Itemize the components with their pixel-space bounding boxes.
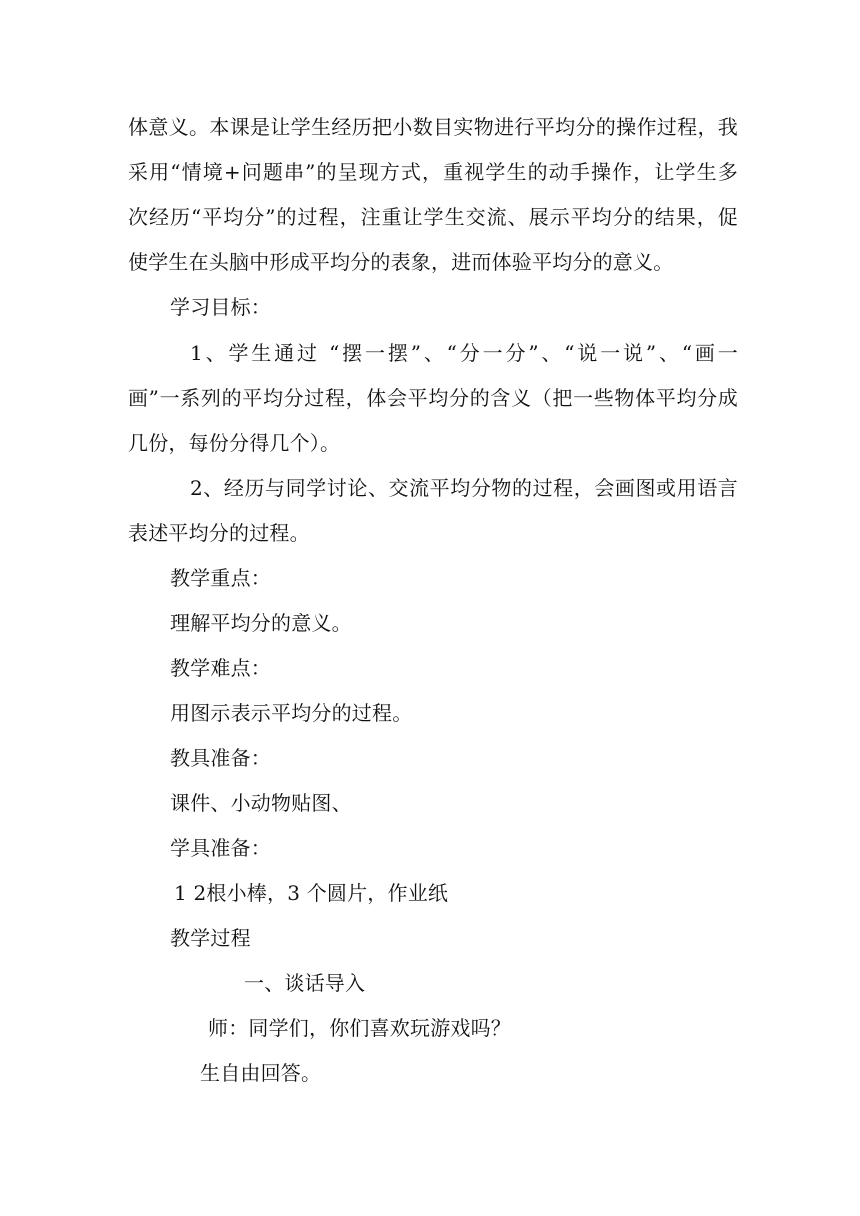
goal-item-2: 2、经历与同学讨论、交流平均分物的过程，会画图或用语言 [190,476,738,500]
teaching-aids-text: 课件、小动物贴图、 [170,791,352,815]
section-heading-learning-aids: 学具准备： [170,836,271,860]
paragraph-line: 体意义。本课是让学生经历把小数目实物进行平均分的操作过程，我 [128,115,738,139]
section-heading-learning-goals: 学习目标： [170,295,271,319]
key-point-text: 理解平均分的意义。 [170,611,352,635]
paragraph-line: 使学生在头脑中形成平均分的表象，进而体验平均分的意义。 [128,250,674,274]
subsection-heading-intro: 一、谈话导入 [244,971,366,995]
dialogue-students: 生自由回答。 [200,1061,322,1085]
paragraph-line: 画”一系列的平均分过程，体会平均分的含义（把一些物体平均分成 [128,386,738,410]
difficulty-text: 用图示表示平均分的过程。 [170,701,413,725]
paragraph-line: 次经历“平均分”的过程，注重让学生交流、展示平均分的结果，促 [128,205,738,229]
goal-item-1: 1、学生通过 “摆一摆”、“分一分”、“说一说”、“画一 [190,341,738,365]
paragraph-line: 采用“情境+问题串”的呈现方式，重视学生的动手操作，让学生多 [128,160,738,184]
section-heading-teaching-aids: 教具准备： [170,746,271,770]
section-heading-difficulty: 教学难点： [170,656,271,680]
paragraph-line: 表述平均分的过程。 [128,521,310,545]
paragraph-line: 几份，每份分得几个）。 [128,431,341,455]
section-heading-key-point: 教学重点： [170,566,271,590]
learning-aids-text: 1 2根小棒，3 个圆片，作业纸 [174,881,449,905]
section-heading-teaching-process: 教学过程 [170,926,251,950]
dialogue-teacher: 师：同学们，你们喜欢玩游戏吗？ [208,1016,511,1040]
